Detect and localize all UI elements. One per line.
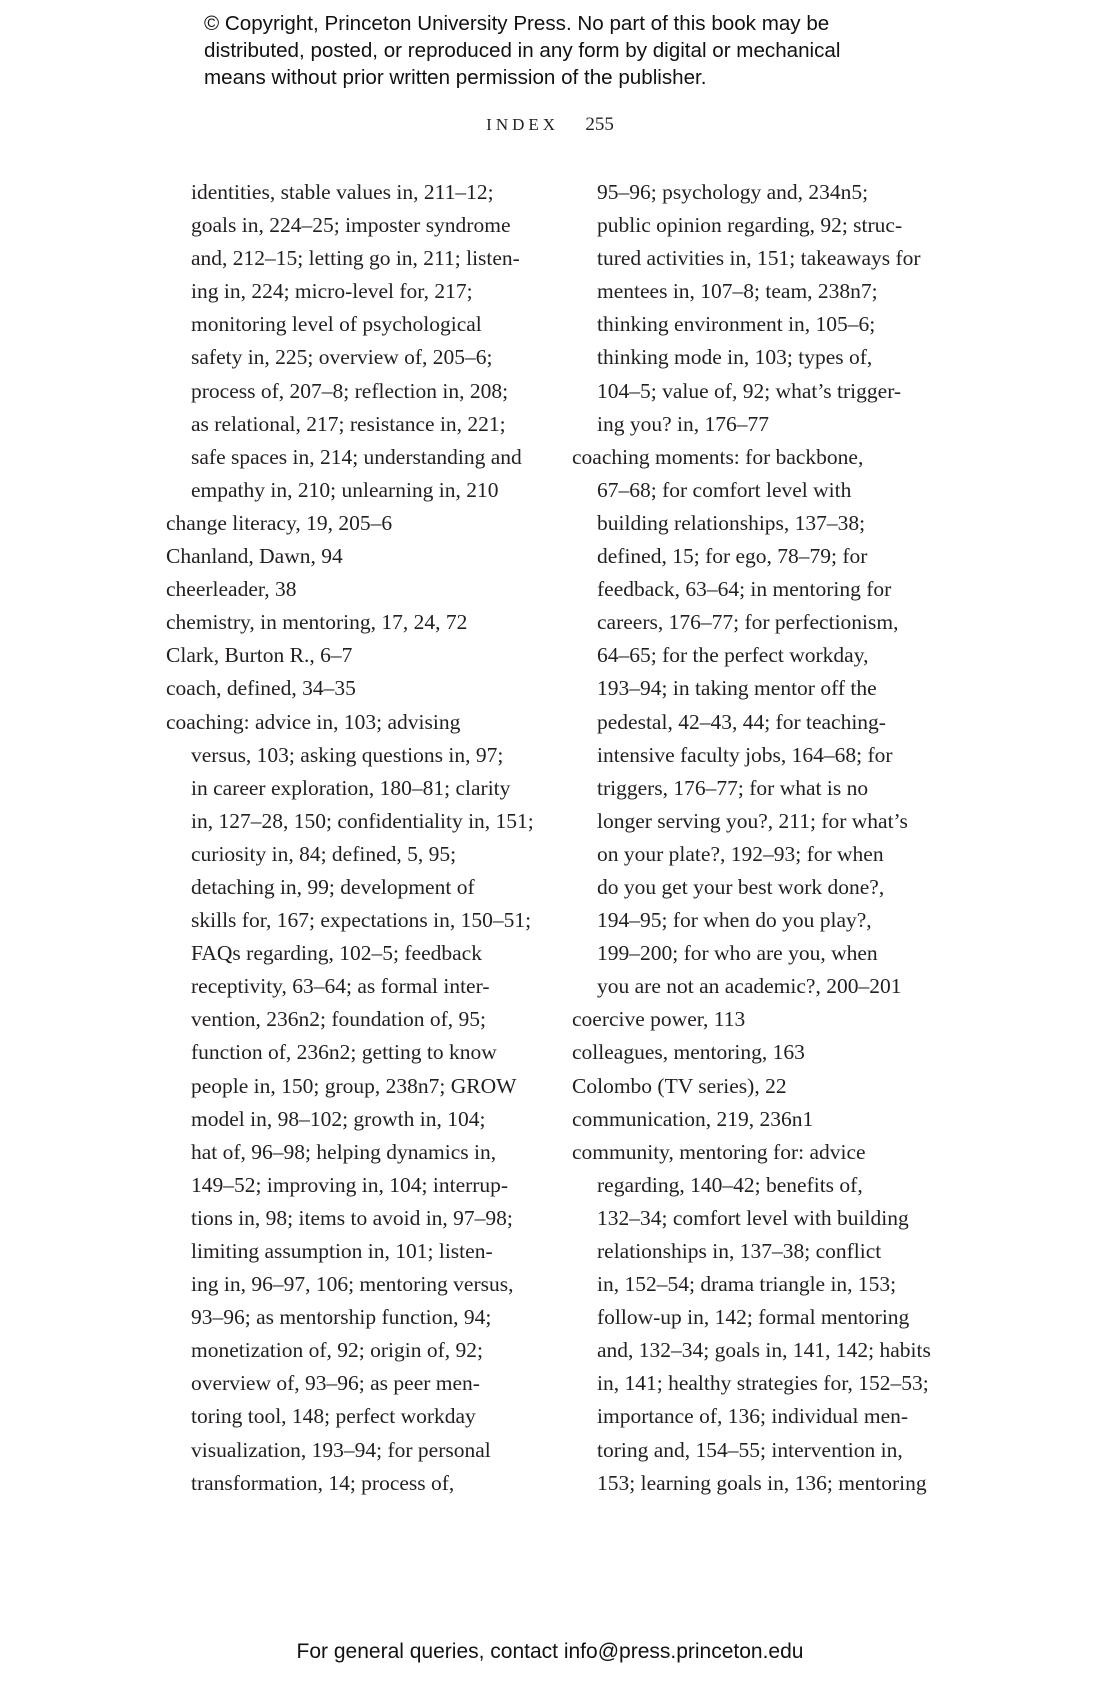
index-line: you are not an academic?, 200–201 bbox=[597, 974, 902, 999]
index-line: hat of, 96–98; helping dynamics in, bbox=[191, 1139, 497, 1164]
copyright-line: means without prior written permission of the publisher. bbox=[204, 66, 707, 89]
index-line: Clark, Burton R., 6–7 bbox=[166, 643, 353, 668]
index-line: and, 132–34; goals in, 141, 142; habits bbox=[597, 1338, 931, 1363]
index-line: thinking mode in, 103; types of, bbox=[597, 345, 873, 370]
index-line: 64–65; for the perfect workday, bbox=[597, 643, 869, 668]
index-line: goals in, 224–25; imposter syndrome bbox=[191, 213, 511, 238]
index-line: safety in, 225; overview of, 205–6; bbox=[191, 345, 493, 370]
index-line: defined, 15; for ego, 78–79; for bbox=[597, 544, 868, 569]
index-line: skills for, 167; expectations in, 150–51; bbox=[191, 908, 532, 933]
index-line: longer serving you?, 211; for what’s bbox=[597, 808, 908, 833]
index-line: coaching: advice in, 103; advising bbox=[166, 709, 461, 734]
index-line: and, 212–15; letting go in, 211; listen- bbox=[191, 246, 520, 271]
index-line: overview of, 93–96; as peer men- bbox=[191, 1371, 480, 1396]
index-line: ing you? in, 176–77 bbox=[597, 411, 769, 436]
index-line: change literacy, 19, 205–6 bbox=[166, 510, 393, 535]
index-line: empathy in, 210; unlearning in, 210 bbox=[191, 477, 499, 502]
index-line: vention, 236n2; foundation of, 95; bbox=[191, 1007, 486, 1032]
index-line: careers, 176–77; for perfectionism, bbox=[597, 610, 899, 635]
index-line: ing in, 224; micro-level for, 217; bbox=[191, 279, 473, 304]
index-line: detaching in, 99; development of bbox=[191, 874, 475, 899]
index-line: mentees in, 107–8; team, 238n7; bbox=[597, 279, 878, 304]
index-line: limiting assumption in, 101; listen- bbox=[191, 1239, 493, 1263]
index-line: identities, stable values in, 211–12; bbox=[191, 180, 494, 204]
index-line: curiosity in, 84; defined, 5, 95; bbox=[191, 841, 457, 866]
index-line: communication, 219, 236n1 bbox=[572, 1106, 814, 1131]
index-line: in, 152–54; drama triangle in, 153; bbox=[597, 1272, 897, 1297]
index-line: coaching moments: for backbone, bbox=[572, 444, 864, 469]
index-line: toring and, 154–55; intervention in, bbox=[597, 1437, 903, 1462]
index-line: 153; learning goals in, 136; mentoring bbox=[597, 1470, 927, 1495]
index-column-left bbox=[166, 176, 556, 1500]
index-line: as relational, 217; resistance in, 221; bbox=[191, 411, 506, 436]
index-line: feedback, 63–64; in mentoring for bbox=[597, 577, 892, 602]
index-line: community, mentoring for: advice bbox=[572, 1139, 866, 1164]
copyright-line: © Copyright, Princeton University Press. No part of this book may be bbox=[204, 12, 830, 35]
index-line: coach, defined, 34–35 bbox=[166, 676, 356, 701]
index-line: safe spaces in, 214; understanding and bbox=[191, 444, 522, 469]
index-line: regarding, 140–42; benefits of, bbox=[597, 1172, 863, 1197]
index-line: versus, 103; asking questions in, 97; bbox=[191, 742, 504, 767]
copyright-notice bbox=[204, 10, 964, 91]
index-line: model in, 98–102; growth in, 104; bbox=[191, 1106, 486, 1131]
index-line: in career exploration, 180–81; clarity bbox=[191, 775, 511, 800]
running-head-label: INDEX bbox=[486, 115, 560, 134]
page-number: 255 bbox=[585, 114, 614, 135]
index-line: ing in, 96–97, 106; mentoring versus, bbox=[191, 1272, 514, 1297]
index-line: process of, 207–8; reflection in, 208; bbox=[191, 378, 509, 403]
index-line: transformation, 14; process of, bbox=[191, 1470, 455, 1495]
index-line: FAQs regarding, 102–5; feedback bbox=[191, 941, 482, 966]
index-line: do you get your best work done?, bbox=[597, 874, 885, 899]
running-head bbox=[0, 114, 1100, 136]
index-line: public opinion regarding, 92; struc- bbox=[597, 213, 903, 238]
index-line: 193–94; in taking mentor off the bbox=[597, 676, 877, 701]
index-line: receptivity, 63–64; as formal inter- bbox=[191, 974, 490, 999]
index-line: pedestal, 42–43, 44; for teaching- bbox=[597, 709, 886, 734]
index-line: 132–34; comfort level with building bbox=[597, 1205, 909, 1230]
index-line: monitoring level of psychological bbox=[191, 312, 482, 337]
index-line: 67–68; for comfort level with bbox=[597, 477, 852, 502]
index-line: chemistry, in mentoring, 17, 24, 72 bbox=[166, 610, 468, 635]
index-line: tions in, 98; items to avoid in, 97–98; bbox=[191, 1205, 513, 1230]
index-line: coercive power, 113 bbox=[572, 1007, 746, 1032]
index-line: thinking environment in, 105–6; bbox=[597, 312, 876, 337]
index-line: function of, 236n2; getting to know bbox=[191, 1040, 497, 1065]
index-line: intensive faculty jobs, 164–68; for bbox=[597, 742, 893, 767]
index-line: 194–95; for when do you play?, bbox=[597, 908, 872, 933]
index-line: 149–52; improving in, 104; interrup- bbox=[191, 1172, 509, 1197]
index-line: in, 141; healthy strategies for, 152–53; bbox=[597, 1371, 929, 1396]
index-line: people in, 150; group, 238n7; GROW bbox=[191, 1073, 517, 1098]
index-line: Chanland, Dawn, 94 bbox=[166, 544, 343, 569]
index-line: 199–200; for who are you, when bbox=[597, 941, 878, 966]
index-line: relationships in, 137–38; conflict bbox=[597, 1239, 882, 1263]
index-column-right bbox=[572, 176, 972, 1500]
index-line: triggers, 176–77; for what is no bbox=[597, 775, 869, 800]
index-line: importance of, 136; individual men- bbox=[597, 1404, 909, 1429]
index-line: toring tool, 148; perfect workday bbox=[191, 1404, 476, 1429]
index-line: 93–96; as mentorship function, 94; bbox=[191, 1305, 492, 1330]
index-line: 95–96; psychology and, 234n5; bbox=[597, 180, 869, 204]
index-line: cheerleader, 38 bbox=[166, 577, 297, 602]
index-line: monetization of, 92; origin of, 92; bbox=[191, 1338, 483, 1363]
index-line: 104–5; value of, 92; what’s trigger- bbox=[597, 378, 902, 403]
index-line: building relationships, 137–38; bbox=[597, 510, 866, 535]
index-line: on your plate?, 192–93; for when bbox=[597, 841, 884, 866]
index-line: Colombo (TV series), 22 bbox=[572, 1073, 787, 1098]
index-line: follow-up in, 142; formal mentoring bbox=[597, 1305, 910, 1330]
index-line: tured activities in, 151; takeaways for bbox=[597, 246, 921, 271]
footer-contact: For general queries, contact info@press.princeton.edu bbox=[296, 1640, 804, 1663]
index-line: in, 127–28, 150; confidentiality in, 151; bbox=[191, 808, 534, 833]
copyright-line: distributed, posted, or reproduced in any form by digital or mechanical bbox=[204, 39, 841, 62]
index-line: colleagues, mentoring, 163 bbox=[572, 1040, 805, 1065]
index-line: visualization, 193–94; for personal bbox=[191, 1437, 491, 1462]
